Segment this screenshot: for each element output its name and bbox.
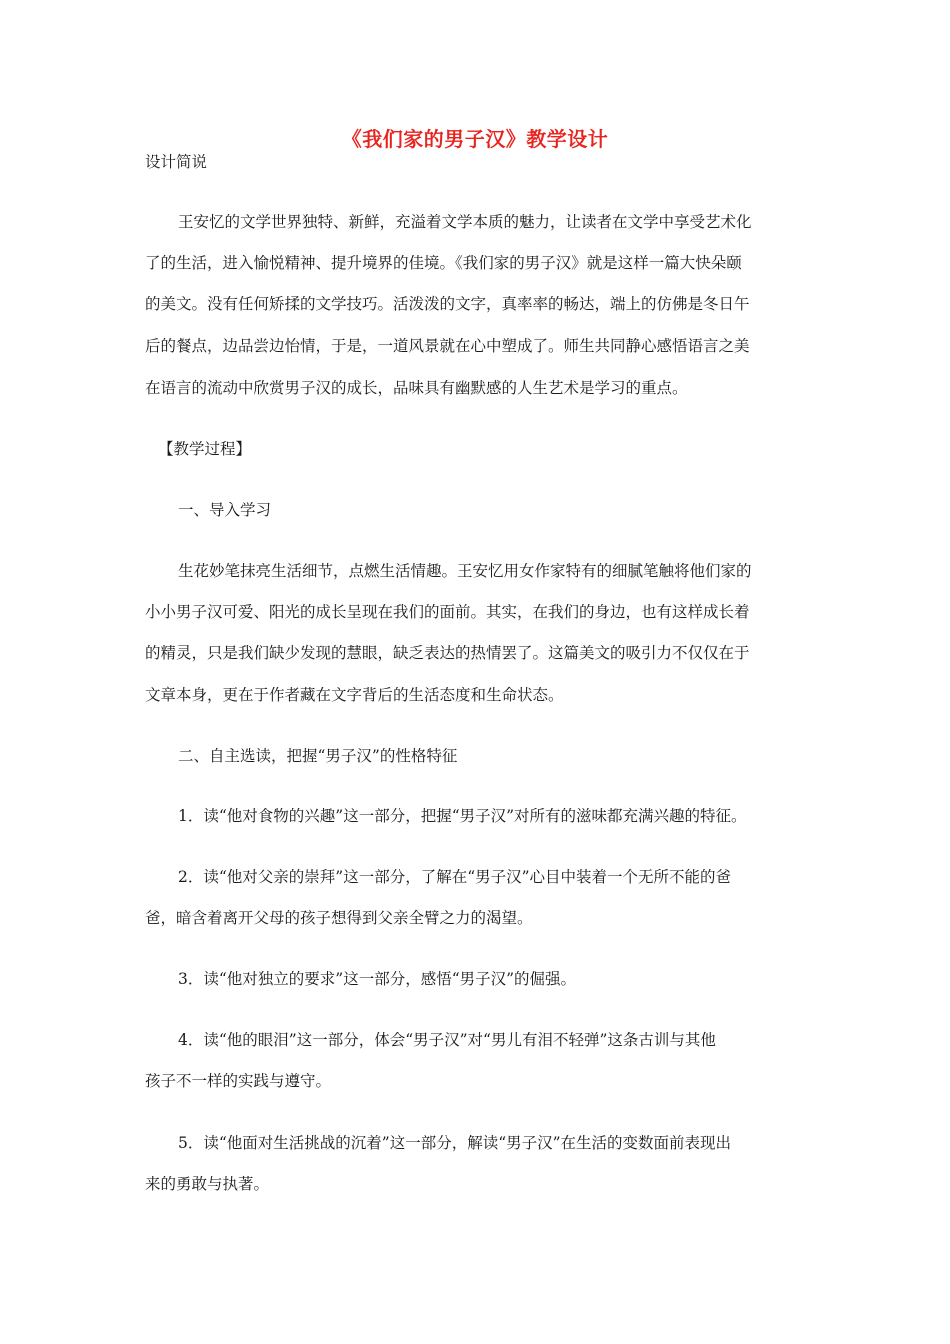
document-title: 《我们家的男子汉》教学设计 [341, 127, 609, 151]
item-2-line-2: 爸，暗含着离开父母的孩子想得到父亲全臂之力的渴望。 [145, 909, 533, 927]
section-label: 设计简说 [145, 153, 208, 171]
item-2-line-1: 2．读“他对父亲的崇拜”这一部分，了解在“男子汉”心目中装着一个无所不能的爸 [178, 868, 732, 886]
item-1: 1．读“他对食物的兴趣”这一部分，把握“男子汉”对所有的滋味都充满兴趣的特征。 [178, 807, 747, 825]
intro-line-4: 后的餐点，边品尝边怡情，于是，一道风景就在心中塑成了。师生共同静心感悟语言之美 [145, 337, 750, 355]
intro-line-1: 王安忆的文学世界独特、新鲜，充溢着文学本质的魅力，让读者在文学中享受艺术化 [178, 213, 752, 231]
intro-line-2: 了的生活，进入愉悦精神、提升境界的佳境。《我们家的男子汉》就是这样一篇大快朵颐 [145, 254, 742, 272]
step1-line-2: 小小男子汉可爱、阳光的成长呈现在我们的面前。其实，在我们的身边，也有这样成长着 [145, 603, 750, 621]
step1-line-1: 生花妙笔抹亮生活细节，点燃生活情趣。王安忆用女作家特有的细腻笔触将他们家的 [178, 562, 752, 580]
step2-heading: 二、自主选读，把握“男子汉”的性格特征 [178, 747, 458, 765]
step1-heading: 一、导入学习 [178, 501, 272, 519]
intro-line-5: 在语言的流动中欣赏男子汉的成长，品味具有幽默感的人生艺术是学习的重点。 [145, 379, 688, 397]
item-4-line-1: 4．读“他的眼泪”这一部分，体会“男子汉”对“男儿有泪不轻弹”这条古训与其他 [178, 1031, 716, 1049]
item-3: 3．读“他对独立的要求”这一部分，感悟“男子汉”的倔强。 [178, 970, 577, 988]
step1-line-4: 文章本身，更在于作者藏在文字背后的生活态度和生命状态。 [145, 686, 564, 704]
item-5-line-2: 来的勇敢与执著。 [145, 1175, 270, 1193]
item-4-line-2: 孩子不一样的实践与遵守。 [145, 1072, 332, 1090]
step1-line-3: 的精灵，只是我们缺少发现的慧眼，缺乏表达的热情罢了。这篇美文的吸引力不仅仅在于 [145, 644, 750, 662]
process-heading: 【教学过程】 [158, 440, 252, 458]
item-5-line-1: 5．读“他面对生活挑战的沉着”这一部分，解读“男子汉”在生活的变数面前表现出 [178, 1134, 732, 1152]
intro-line-3: 的美文。没有任何矫揉的文学技巧。活泼泼的文字，真率率的畅达，端上的仿佛是冬日午 [145, 295, 750, 313]
